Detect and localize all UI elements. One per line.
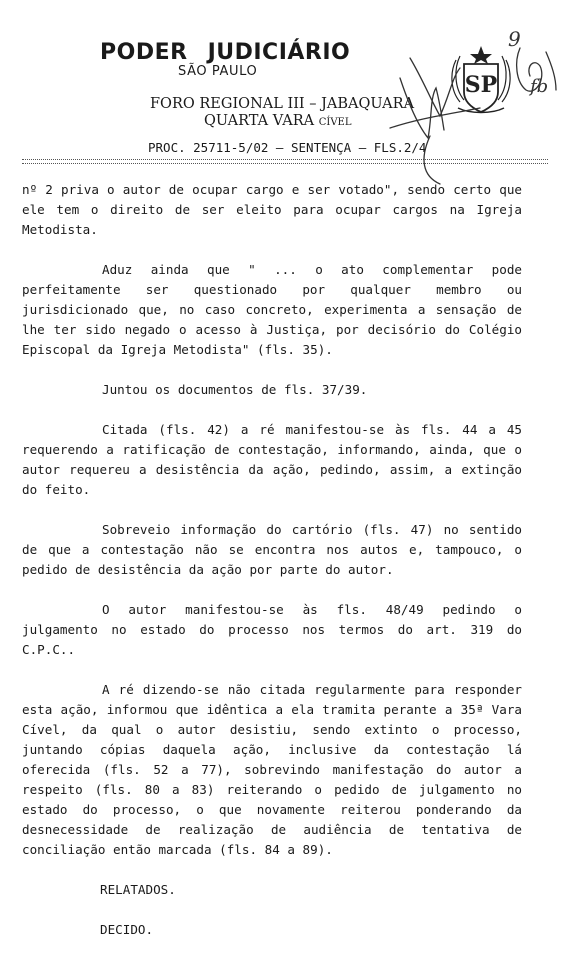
court-subtitle: SÃO PAULO bbox=[178, 64, 258, 79]
handwritten-mark: fb bbox=[530, 76, 549, 97]
paragraph-5: Sobreveio informação do cartório (fls. 47) no sentido de que a contestação não se encontra nos autos e, tampouco, o pedido de desistência da ação por parte do autor. bbox=[22, 522, 522, 577]
vara-name: QUARTA VARA bbox=[204, 113, 315, 129]
paragraph-2: Aduz ainda que " ... o ato complementar pode perfeitamente ser questionado por qualquer membro ou jurisdicionado que, no caso concreto, experimenta a sensação de lhe ter sido negado o acesso à Justiça, por decisório do Colégio Episcopal da Igreja Metodista" (fls. 35). bbox=[22, 262, 522, 357]
vara-line bbox=[204, 113, 351, 129]
paragraph-4: Citada (fls. 42) a ré manifestou-se às fls. 44 a 45 requerendo a ratificação de contestação, informando, ainda, que o autor requereu a desistência da ação, pedindo, assim, a extinção do feito. bbox=[22, 422, 522, 497]
foro-line: FORO REGIONAL III – JABAQUARA bbox=[150, 96, 415, 112]
decido-line: DECIDO. bbox=[100, 922, 154, 937]
court-title-word2: JUDICIÁRIO bbox=[207, 40, 351, 65]
paragraph-1: nº 2 priva o autor de ocupar cargo e ser votado", sendo certo que ele tem o direito de ser eleito para ocupar cargos na Igreja Metodista. bbox=[22, 182, 522, 237]
sentence-body bbox=[22, 180, 522, 940]
process-line: PROC. 25711-5/02 – SENTENÇA – FLS.2/4 bbox=[148, 140, 427, 155]
handwritten-page-number: 9 bbox=[508, 27, 521, 51]
court-title-word1: PODER bbox=[100, 40, 188, 65]
paragraph-3: Juntou os documentos de fls. 37/39. bbox=[102, 382, 368, 397]
paragraph-7: A ré dizendo-se não citada regularmente para responder esta ação, informou que idêntica a ela tramita perante a 35ª Vara Cível, da qual o autor desistiu, sendo extinto o processo, juntando cópias daquela ação, inclusive da contestação lá oferecida (fls. 52 a 77), sobrevindo manifestação do autor a respeito (fls. 80 a 83) reiterando o pedido de julgamento no estado do processo, o que novamente reiterou ponderando da desnecessidade de realização de audiência de tentativa de conciliação então marcada (fls. 84 a 89). bbox=[22, 682, 522, 857]
vara-suffix: CÍVEL bbox=[318, 117, 352, 128]
seal-text: SP bbox=[464, 72, 498, 98]
court-title bbox=[100, 40, 370, 65]
handwritten-signature bbox=[370, 18, 570, 188]
relatados-line: RELATADOS. bbox=[100, 882, 176, 897]
paragraph-6: O autor manifestou-se às fls. 48/49 pedindo o julgamento no estado do processo nos termos do art. 319 do C.P.C.. bbox=[22, 602, 522, 657]
